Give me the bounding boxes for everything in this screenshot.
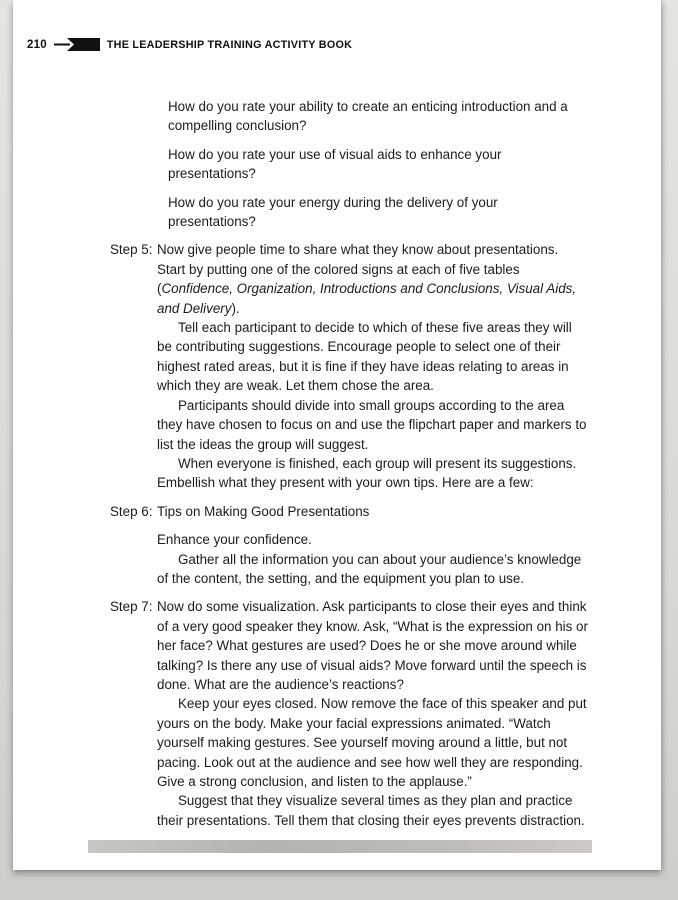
footer-decorative-bar (88, 840, 592, 853)
step-6-paragraph-2: Gather all the information you can about your audience’s knowledge of the content, the setting, and the equipment you plan to use. (157, 551, 582, 586)
step-5-body (157, 240, 589, 492)
step-6-heading: Tips on Making Good Presentations (157, 503, 370, 519)
step-7-paragraph-1: Now do some visualization. Ask participants to close their eyes and think of a very good speaker they know. Ask, “What is the expression on his or her face? What gestures are used? Does he or she move around while talking? Is there any use of visual aids? Move forward until the speech is done. What are the audience’s reactions? (157, 599, 588, 692)
step-7-body (157, 597, 589, 830)
page-header (13, 0, 661, 51)
step-6-block (110, 502, 589, 589)
step-6-label: Step 6: (110, 503, 153, 519)
step-6-body (157, 502, 589, 589)
step-7-paragraph-3: Suggest that they visualize several times as they plan and practice their presentations. Tell them that closing their eyes prevents distraction. (157, 793, 585, 828)
step-5-paragraph-4: When everyone is finished, each group will present its suggestions. Embellish what they present with your own tips. Here are a few: (157, 455, 577, 491)
question-paragraph: How do you rate your ability to create an enticing introduction and a compelling conclusion? (168, 99, 568, 134)
page-body-text (13, 97, 661, 830)
pennant-icon (54, 38, 100, 51)
question-paragraph: How do you rate your energy during the delivery of your presentations? (168, 194, 498, 230)
step-5-label: Step 5: (110, 242, 153, 258)
running-head-title: THE LEADERSHIP TRAINING ACTIVITY BOOK (106, 38, 353, 51)
question-paragraph: How do you rate your use of visual aids to enhance your presentations? (168, 146, 502, 182)
step-5-p1-italic-list: Confidence, Organization, Introductions and Conclusions, Visual Aids, and Delivery (157, 281, 577, 316)
step-5-p1-text: Now give people time to share what they know about presentations. Start by putting one of the colored signs at each of five tables ( (157, 242, 559, 297)
step-7-paragraph-2: Keep your eyes closed. Now remove the face of this speaker and put yours on the body. Make your facial expressions animated. “Watch yourself making gestures. See yourself moving around a little, but not pacing. Look out at the audience and see how well they are responding. Give a strong conclusion, and listen to the applause.” (157, 696, 587, 789)
step-5-paragraph-2: Tell each participant to decide to which of these five areas they will be contributing suggestions. Encourage people to select one of their highest rated areas, but it is fine if they have ideas relating to areas in which they are weak. Let them chose the area. (157, 320, 572, 394)
step-5-paragraph-1 (157, 240, 589, 318)
step-5-p1-close: ). (231, 300, 240, 316)
step-7-label: Step 7: (110, 599, 153, 615)
step-7-block (110, 597, 589, 830)
step-5-block (110, 240, 589, 492)
book-page (13, 0, 661, 870)
step-5-paragraph-3: Participants should divide into small groups according to the area they have chosen to focus on and use the flipchart paper and markers to list the ideas the group will suggest. (157, 397, 587, 452)
page-number: 210 (27, 38, 47, 51)
step-6-paragraph-1: Enhance your confidence. (157, 532, 312, 548)
